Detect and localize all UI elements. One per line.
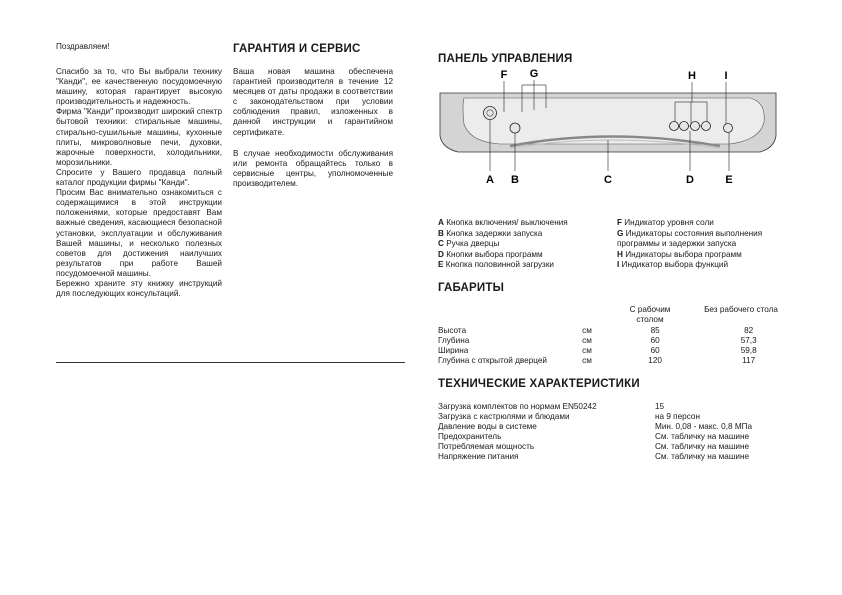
legend-text: Индикаторы выбора программ [622,249,742,259]
warranty-paragraph-2: В случае необходимости обслуживания или ремонта обращайтесь только в сервисные центры, уполномоченные производителем. [233,149,393,189]
legend-item [438,239,618,250]
power-button[interactable] [484,107,497,120]
intro-paragraph: Спасибо за то, что Вы выбрали технику "Канди", ее качественную посудомоечную машину, которая гарантирует высокую производительность и надежность. [56,67,222,107]
legend-item [438,260,618,271]
dimension-unit: см [582,346,592,356]
dimensions-header-without-table: Без рабочего стола [704,305,778,314]
panel-legend-left [438,218,618,271]
spec-label: Загрузка с кастрюлями и блюдами [438,412,570,422]
spec-label: Загрузка комплектов по нормам EN50242 [438,402,597,411]
spec-value: 15 [655,402,665,411]
legend-key: C [438,239,444,249]
dimension-label: Ширина [438,346,469,356]
control-panel-diagram [430,62,790,190]
dimension-value-without-table: 117 [742,356,756,366]
specs-row [438,422,788,432]
spec-value: Мин. 0,08 - макс. 0,8 МПа [655,422,753,432]
program-button-1[interactable] [670,122,679,131]
legend-key: H [617,249,623,259]
spec-label: Напряжение питания [438,452,519,462]
legend-item [617,218,797,229]
panel-legend-right [617,218,797,271]
legend-key: B [438,228,444,238]
dimension-value-with-table: 85 [650,326,660,335]
specs-row [438,402,788,412]
intro-paragraph: Спросите у Вашего продавца полный каталог продукции фирмы "Канди". [56,167,222,188]
legend-item [617,229,797,240]
legend-text: Кнопка половинной загрузки [443,260,554,270]
legend-text: Индикаторы состояния выполнения [623,228,763,238]
legend-key: G [617,228,624,238]
warranty-paragraph-1: Ваша новая машина обеспечена гарантией производителя в течение 12 месяцев от даты продажи в соответствии с законодательством при условии соблюдения правил, изложенных в данной инструкции и гарантийном сертификате. [233,67,393,137]
panel-title: ПАНЕЛЬ УПРАВЛЕНИЯ [438,53,573,65]
dimensions-row [438,346,788,356]
spec-value: на 9 персон [655,412,700,422]
legend-key: I [617,260,620,270]
specs-row [438,412,788,422]
legend-text: Кнопки выбора программ [443,249,543,259]
intro-paragraph: Бережно храните эту книжку инструкций для последующих консультаций. [56,278,222,299]
spec-label: Предохранитель [438,432,502,442]
intro-greeting: Поздравляем! [56,42,110,51]
dimensions-title: ГАБАРИТЫ [438,282,505,294]
legend-item [617,260,797,271]
spec-value: См. табличку на машине [655,442,750,452]
intro-text [56,67,222,299]
legend-key: A [438,218,444,227]
dimension-value-without-table: 59,8 [740,346,757,356]
spec-label: Давление воды в системе [438,422,537,432]
specs-row [438,452,788,462]
legend-text: Индикатор уровня соли [622,218,714,227]
label-C: C [604,174,612,186]
legend-text: Кнопка задержки запуска [443,228,543,238]
label-E: E [725,174,733,186]
program-button-2[interactable] [680,122,689,131]
label-H: H [688,70,696,82]
dimension-value-without-table: 82 [744,326,754,335]
dimension-label: Глубина с открытой дверцей [438,356,547,366]
spec-label: Потребляемая мощность [438,442,535,452]
legend-text: Кнопка включения/ выключения [443,218,568,227]
warranty-title: ГАРАНТИЯ И СЕРВИС [233,43,361,55]
legend-key: E [438,260,444,270]
specs-table [438,402,788,463]
delay-start-button[interactable] [510,123,520,133]
legend-text: Индикатор выбора функций [619,260,729,270]
dimension-value-with-table: 60 [650,346,660,356]
legend-key: D [438,249,444,259]
dimension-unit: см [582,356,592,366]
dimension-value-with-table: 60 [650,336,660,346]
intro-paragraph: Просим Вас внимательно ознакомиться с содержащимися в этой инструкции положениями, которые предоставят Вам важные сведения, касающиеся безопасной установки, эксплуатации и обслуживания Вашей машины, и несколько полезных советов для достижения наилучших результатов при работе Вашей посудомоечной машины. [56,188,222,278]
dimensions-row [438,336,788,346]
legend-key: F [617,218,623,227]
intro-paragraph: Фирма "Канди" производит широкий спектр бытовой техники: стиральные машины, стирально-сушильные машины, кухонные плиты, микроволновые печи, духовки, жарочные поверхности, холодильники, морозильники. [56,107,222,167]
label-F: F [500,69,508,81]
legend-text: Ручка дверцы [443,239,500,249]
divider-line [56,362,405,363]
dimension-label: Высота [438,326,467,335]
dimensions-row [438,356,788,366]
label-D: D [686,174,694,186]
legend-item [438,218,618,229]
program-button-4[interactable] [702,122,711,131]
dimensions-header-with-table: С рабочим столом [629,305,671,325]
legend-item [438,250,618,261]
label-A: A [486,174,494,186]
half-load-button[interactable] [724,124,733,133]
legend-text: программы и задержки запуска [617,239,737,249]
dimension-value-with-table: 120 [648,356,662,366]
program-button-3[interactable] [691,122,700,131]
legend-item [438,229,618,240]
label-I: I [724,70,728,82]
dimensions-row [438,326,788,336]
label-G: G [529,68,539,80]
spec-value: См. табличку на машине [655,452,750,462]
dimension-unit: см [582,336,592,346]
legend-item [617,239,797,250]
label-B: B [511,174,519,186]
dimension-unit: см [582,326,592,335]
specs-row [438,432,788,442]
specs-row [438,442,788,452]
dimensions-table [438,326,788,366]
dimension-label: Глубина [438,336,470,346]
spec-value: См. табличку на машине [655,432,750,442]
dimension-value-without-table: 57,3 [740,336,757,346]
legend-item [617,250,797,261]
specs-title: ТЕХНИЧЕСКИЕ ХАРАКТЕРИСТИКИ [438,378,640,390]
